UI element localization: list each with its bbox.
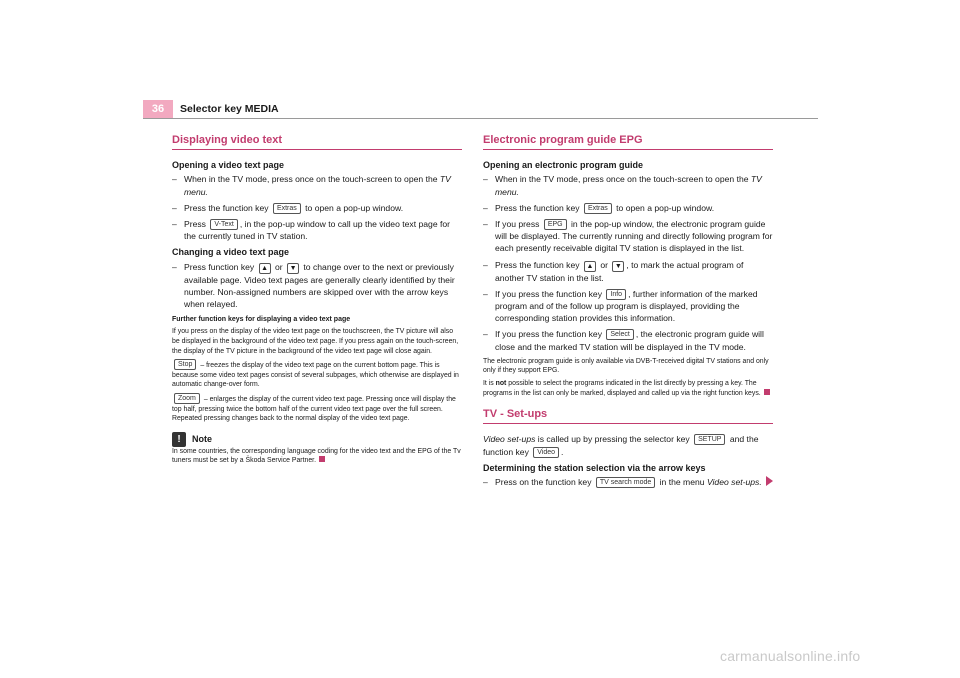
stop-para: Stop – freezes the display of the video text page on the current bottom page. This is because some video text pages consist of several subpages, which otherwise are displayed in automatic change-over form. [172, 361, 459, 389]
zoom-key[interactable]: Zoom [174, 393, 200, 404]
epg-key[interactable]: EPG [544, 219, 567, 230]
heading-further-keys: Further function keys for displaying a video text page [172, 316, 351, 324]
header-rule [143, 118, 818, 119]
dash: – [172, 261, 177, 272]
tv-setups-section [483, 408, 773, 488]
step: – Press function key ▲ or ▼ to change over to the next or previously available page. Video text pages are generally clearly identified by their number. Non-assigned numbers are skipped over with the arrow keys when relayed. [172, 261, 455, 310]
dash: – [483, 202, 488, 213]
epg-availability-note: The electronic program guide is only available via DVB-T-received digital TV stations and only only if they support EPG. [483, 357, 769, 375]
watermark: carmanualsonline.info [720, 648, 861, 664]
note-icon: ! [172, 432, 186, 447]
step: – Press the function key Extras to open a pop-up window. [483, 202, 715, 213]
tv-setups-intro: Video set-ups is called up by pressing the selector key SETUP and the function key Video . [483, 434, 759, 457]
dash: – [172, 219, 177, 230]
dash: – [483, 174, 488, 185]
page-number: 36 [143, 100, 173, 118]
dash: – [172, 202, 177, 213]
select-key[interactable]: Select [606, 329, 633, 340]
arrow-down-icon[interactable]: ▼ [287, 263, 299, 274]
dash: – [483, 329, 488, 340]
video-key[interactable]: Video [533, 447, 559, 458]
step: – Press the function key ▲ or ▼ , to mark the actual program of another TV station in the list. [483, 259, 744, 283]
dash: – [483, 477, 488, 488]
heading-opening-video-text: Opening a video text page [172, 160, 285, 171]
info-key[interactable]: Info [606, 289, 626, 300]
step: – If you press EPG in the pop-up window, the electronic program guide will be displayed. The currently running and directly following program for each presently receivable digital TV station is displayed in the list. [483, 219, 773, 254]
step: – Press on the function key TV search mode in the menu Video set-ups. [483, 476, 773, 488]
end-mark-icon [764, 389, 770, 395]
step: – If you press the function key Info , further information of the marked program and of the follow up program is displayed, providing the corresponding station provides this information. [483, 288, 758, 324]
step: – When in the TV mode, press once on the touch-screen to open the TV menu. [172, 174, 451, 197]
extras-key[interactable]: Extras [584, 203, 612, 214]
zoom-para: Zoom – enlarges the display of the current video text page. Pressing once will display the top half, pressing twice the bottom half of the current video text page over the full screen. Repeated pressing changes back to the normal display of the video text page. [172, 395, 456, 423]
extras-key[interactable]: Extras [273, 203, 301, 214]
section-title-video-text: Displaying video text [172, 134, 462, 150]
section-title-tv-setups: TV - Set-ups [483, 408, 773, 424]
note-text: In some countries, the corresponding language coding for the video text and the EPG of the Tv tuners must be set by a Škoda Service Partner. [172, 447, 461, 465]
end-mark-icon [319, 456, 325, 462]
dash: – [483, 259, 488, 270]
note-title: Note [192, 434, 212, 445]
continue-arrow-icon [766, 476, 773, 486]
v-text-key[interactable]: V-Text [210, 219, 237, 230]
stop-key[interactable]: Stop [174, 359, 196, 370]
dash: – [483, 288, 488, 299]
arrow-up-icon[interactable]: ▲ [259, 263, 271, 274]
arrow-down-icon[interactable]: ▼ [612, 261, 624, 272]
setup-key[interactable]: SETUP [694, 434, 725, 445]
right-column [483, 134, 773, 492]
tv-search-mode-key[interactable]: TV search mode [596, 477, 655, 488]
epg-selection-note: It is not possible to select the programs indicated in the list directly by pressing a key. The programs in the list can only be marked, displayed and called up via the right function keys. [483, 379, 773, 398]
step: – Press V-Text , in the pop-up window to call up the video text page for the currently tuned in TV station. [172, 219, 451, 242]
note-header [172, 432, 462, 447]
heading-changing-video-text: Changing a video text page [172, 247, 290, 258]
running-header: Selector key MEDIA [180, 103, 279, 115]
further-para: If you press on the display of the video text page on the touchscreen, the TV picture will also be displayed in the background of the video text page. If you press again on the touch-screen, the display of the TV picture in the background of the video text page will close again. [172, 328, 459, 355]
left-column [172, 134, 462, 469]
step: – When in the TV mode, press once on the touch-screen to open the TV menu. [483, 174, 762, 197]
section-title-epg: Electronic program guide EPG [483, 134, 773, 150]
heading-station-selection: Determining the station selection via the arrow keys [483, 462, 706, 473]
dash: – [483, 219, 488, 230]
arrow-up-icon[interactable]: ▲ [584, 261, 596, 272]
step: – Press the function key Extras to open a pop-up window. [172, 202, 404, 213]
dash: – [172, 174, 177, 185]
heading-opening-epg: Opening an electronic program guide [483, 160, 644, 171]
step: – If you press the function key Select , the electronic program guide will close and the marked TV station will be displayed in the TV mode. [483, 329, 764, 352]
